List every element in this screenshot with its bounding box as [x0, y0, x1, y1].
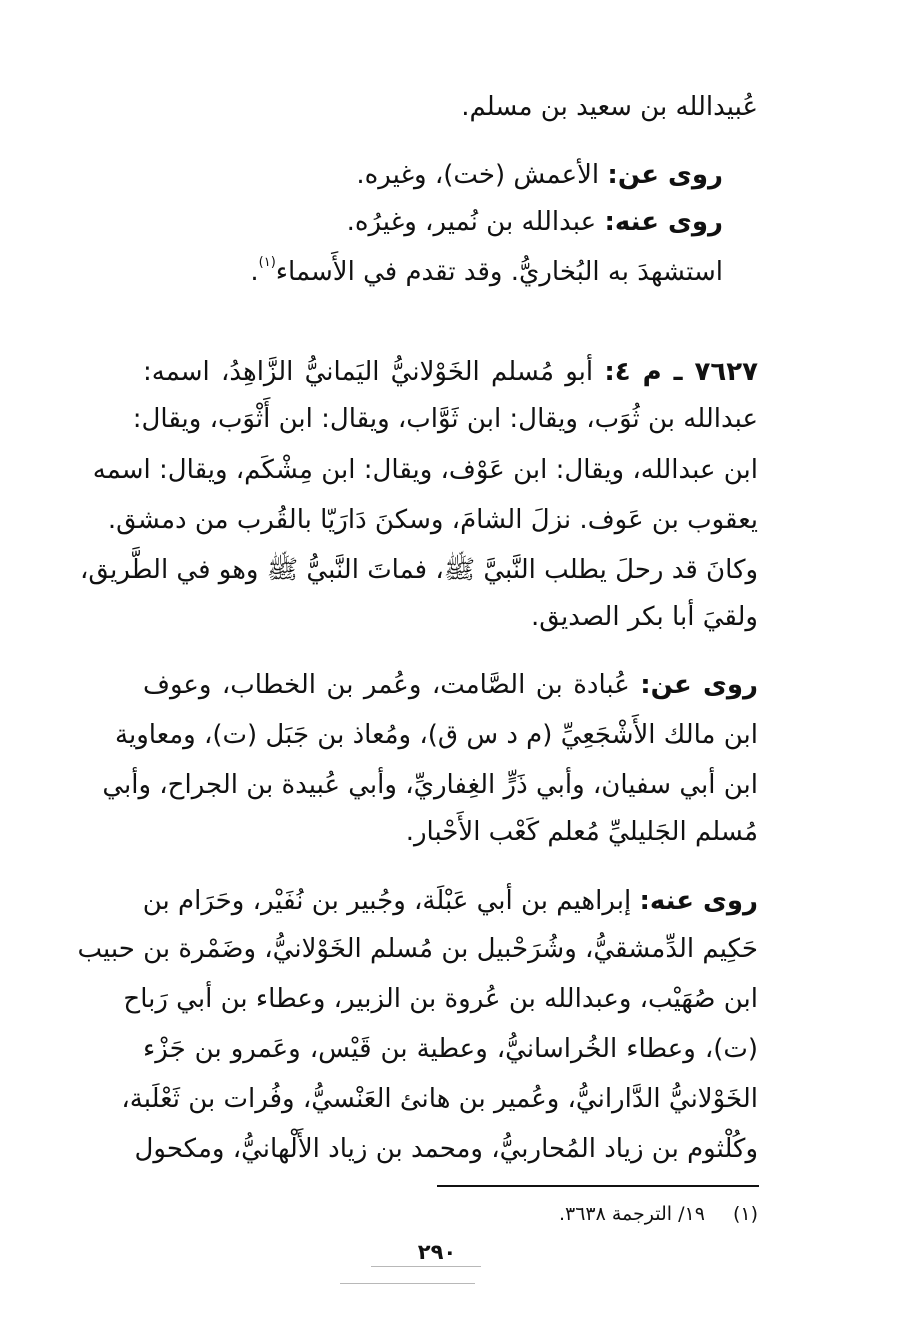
- line-text: حَكِيم الدِّمشقيُّ، وشُرَحْبيل بن مُسلم الخَوْلانيُّ، وضَمْرة بن حبيب: [77, 934, 758, 964]
- line-text: يعقوب بن عَوف. نزلَ الشامَ، وسكنَ دَارَيّا بالقُرب من دمشق.: [107, 505, 758, 535]
- line-text: ابن أبي سفيان، وأبي ذَرٍّ الغِفاريِّ، وأبي عُبيدة بن الجراح، وأبي: [102, 770, 758, 800]
- text-line-20: [134, 1134, 758, 1164]
- text-line-8: [107, 505, 758, 535]
- line-text: إبراهيم بن أبي عَبْلَة، وجُبير بن نُفَيْر، وحَرَام بن: [142, 886, 640, 916]
- text-line-11: [143, 672, 758, 698]
- line-text: عبدالله بن ثُوَب، ويقال: ابن ثَوَّاب، ويقال: ابن أَثْوَب، ويقال:: [132, 404, 758, 434]
- line-text: عُبيدالله بن سعيد بن مسلم.: [461, 92, 758, 122]
- text-line-15: [143, 888, 758, 914]
- text-line-10: [143, 604, 758, 630]
- line-text: (ت)، وعطاء الخُراسانيُّ، وعطية بن قَيْس، وعَمرو بن جَزْء: [143, 1034, 758, 1064]
- text-line-17: [123, 984, 758, 1014]
- line-text: ابن صُهَيْب، وعبدالله بن عُروة بن الزبير، وعطاء بن أبي رَباح: [123, 984, 758, 1014]
- line-text: .: [250, 257, 259, 287]
- text-line-5: [143, 359, 758, 385]
- scan-smudge: [371, 1266, 481, 1267]
- text-line-4: [250, 256, 723, 285]
- text-line-12: [115, 720, 758, 750]
- footnote-text: ١٩/ الترجمة ٣٦٣٨.: [558, 1203, 705, 1225]
- line-text: ولقيَ أبا بكر الصديق.: [531, 602, 758, 632]
- page-number: ٢٩٠: [417, 1240, 457, 1264]
- footnote-number: (١): [732, 1203, 758, 1225]
- line-text: وكانَ قد رحلَ يطلب النَّبيَّ ﷺ، فماتَ النَّبيُّ ﷺ وهو في الطَّريق،: [80, 555, 758, 585]
- scan-smudge: [340, 1283, 475, 1284]
- text-line-9: [80, 555, 758, 585]
- line-text: ابن عبدالله، ويقال: ابن عَوْف، ويقال: ابن مِشْكَم، ويقال: اسمه: [92, 455, 758, 485]
- narrated-from-label: روى عن:: [640, 670, 758, 700]
- footnote-marker: (١): [258, 255, 276, 270]
- text-line-7: [92, 455, 758, 485]
- line-text: الخَوْلانيُّ الدَّارانيُّ، وعُمير بن هانئ العَنْسيُّ، وفُرات بن ثَعْلَبة،: [121, 1084, 758, 1114]
- footnote-separator: [437, 1185, 759, 1187]
- line-text: الأعمش (خت)، وغيره.: [356, 160, 608, 190]
- text-line-19: [121, 1084, 758, 1114]
- text-line-14: [143, 819, 758, 845]
- narrated-from-label: روى عن:: [607, 160, 723, 190]
- narrated-by-label: روى عنه:: [604, 207, 723, 237]
- line-text: مُسلم الجَليليِّ مُعلم كَعْب الأَحْبار.: [405, 817, 758, 847]
- text-line-2: [356, 162, 723, 188]
- line-text: استشهدَ به البُخاريُّ. وقد تقدم في الأَسماء: [275, 257, 723, 287]
- narrated-by-label: روى عنه:: [639, 886, 758, 916]
- footnote: [559, 1203, 758, 1225]
- line-text: وكُلْثوم بن زياد المُحاربيُّ، ومحمد بن زياد الأَلْهانيُّ، ومكحول: [134, 1134, 758, 1164]
- text-line-1: [461, 94, 758, 120]
- line-text: عُبادة بن الصَّامت، وعُمر بن الخطاب، وعوف: [143, 670, 641, 700]
- line-text: عبدالله بن نُمير، وغيرُه.: [346, 207, 605, 237]
- entry-number: ٧٦٢٧ ـ م ٤:: [604, 357, 758, 387]
- text-line-13: [102, 770, 758, 800]
- text-line-18: [143, 1036, 758, 1062]
- text-line-6: [132, 404, 758, 434]
- text-line-16: [77, 934, 758, 964]
- line-text: ابن مالك الأَشْجَعِيِّ (م د س ق)، ومُعاذ بن جَبَل (ت)، ومعاوية: [115, 720, 758, 750]
- text-line-3: [347, 209, 723, 235]
- line-text: أبو مُسلم الخَوْلانيُّ اليَمانيُّ الزَّاهِدُ، اسمه:: [143, 357, 605, 387]
